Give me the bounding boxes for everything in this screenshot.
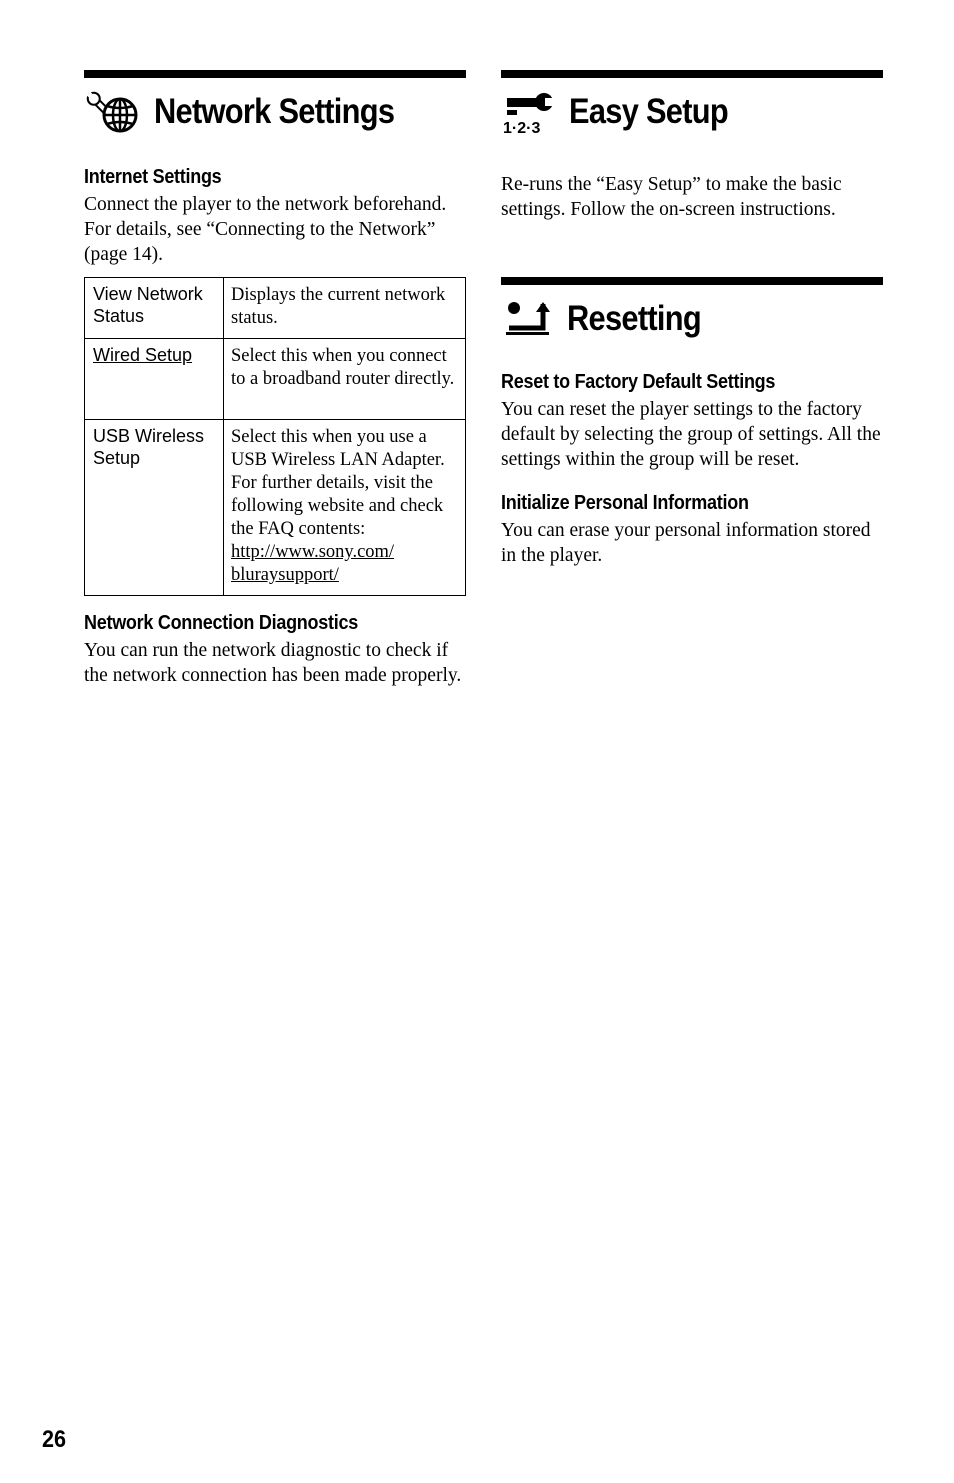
network-diagnostics-text: You can run the network diagnostic to check if the network connection has been made properly. (84, 640, 462, 686)
easy-setup-text: Re-runs the “Easy Setup” to make the basic settings. Follow the on-screen instructions. (501, 174, 842, 220)
initialize-personal-text: You can erase your personal information stored in the player. (501, 520, 871, 566)
table-row (85, 278, 466, 339)
sony-support-link-part2[interactable]: bluraysupport/ (231, 565, 339, 585)
factory-reset-heading: Reset to Factory Default Settings (501, 371, 776, 393)
setting-name: View Network Status (85, 278, 224, 339)
easy-setup-wrench-icon (501, 89, 557, 135)
internet-settings-heading: Internet Settings (84, 166, 222, 188)
reset-arrow-icon (501, 296, 555, 342)
wired-setup-link[interactable]: Wired Setup (93, 345, 193, 365)
usb-description-1: Select this when you use a USB Wireless LAN Adapter. (231, 427, 445, 470)
network-settings-section (84, 70, 466, 688)
easy-setup-title: Easy Setup (569, 92, 729, 131)
table-row (85, 420, 466, 596)
easy-setup-section (501, 70, 883, 222)
setting-description (224, 420, 466, 596)
setting-description: Select this when you connect to a broadband router directly. (224, 339, 466, 420)
network-settings-header (84, 70, 466, 138)
network-diagnostics-heading: Network Connection Diagnostics (84, 612, 358, 634)
right-column (501, 70, 883, 568)
internet-settings-table (84, 277, 466, 596)
resetting-section (501, 277, 883, 568)
table-row (85, 339, 466, 420)
network-globe-icon (84, 89, 142, 135)
setting-name: USB Wireless Setup (85, 420, 224, 596)
setting-description: Displays the current network status. (224, 278, 466, 339)
easy-setup-header (501, 70, 883, 138)
easy-setup-icon-caption: 1·2·3 (503, 120, 541, 135)
initialize-personal-heading: Initialize Personal Information (501, 492, 749, 514)
usb-description-2: For further details, visit the following website and check the FAQ contents: (231, 473, 444, 539)
internet-settings-text: Connect the player to the network beforehand. For details, see “Connecting to the Network” (page 14). (84, 194, 447, 265)
resetting-title: Resetting (567, 299, 701, 338)
network-settings-title: Network Settings (154, 92, 395, 131)
factory-reset-text: You can reset the player settings to the factory default by selecting the group of settings. All the settings within the group will be reset. (501, 399, 881, 470)
sony-support-link-part1[interactable]: http://www.sony.com/ (231, 542, 395, 562)
setting-name (85, 339, 224, 420)
page-number: 26 (42, 1426, 67, 1453)
resetting-header (501, 277, 883, 345)
